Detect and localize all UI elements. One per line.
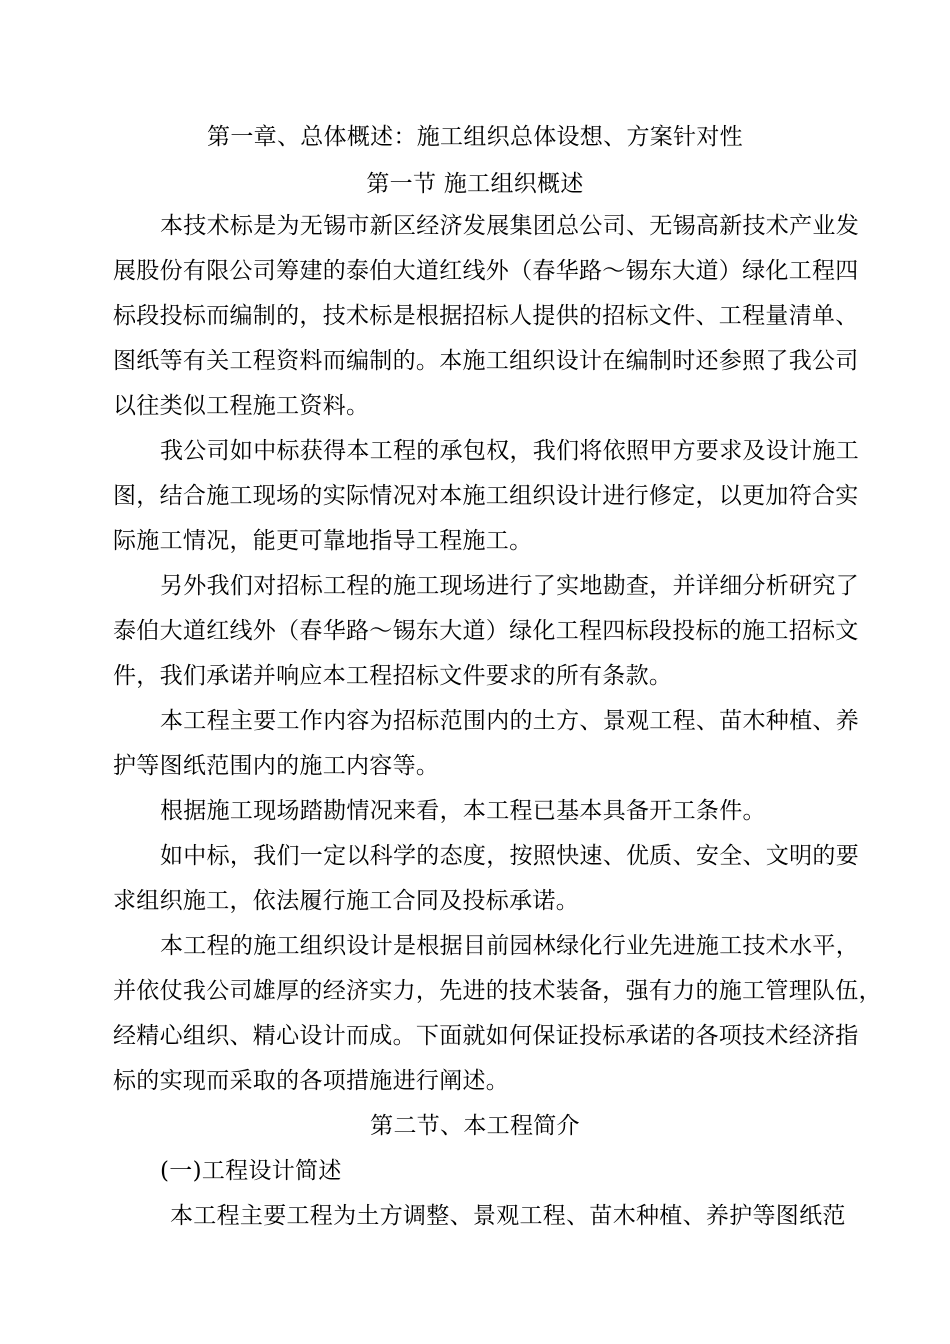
paragraph-line: 根据施工现场踏勘情况来看，本工程已基本具备开工条件。 bbox=[160, 798, 766, 824]
paragraph-line: 展股份有限公司筹建的泰伯大道红线外（春华路～锡东大道）绿化工程四 bbox=[113, 258, 859, 284]
paragraph-line: 本工程主要工程为土方调整、景观工程、苗木种植、养护等图纸范 bbox=[170, 1203, 846, 1229]
paragraph-line: 护等图纸范围内的施工内容等。 bbox=[113, 753, 440, 779]
paragraph-line: 标段投标而编制的，技术标是根据招标人提供的招标文件、工程量清单、 bbox=[113, 303, 859, 329]
paragraph-line: 际施工情况，能更可靠地指导工程施工。 bbox=[113, 528, 533, 554]
paragraph-line: 本技术标是为无锡市新区经济发展集团总公司、无锡高新技术产业发 bbox=[160, 213, 859, 239]
paragraph-line: 如中标，我们一定以科学的态度，按照快速、优质、安全、文明的要 bbox=[160, 843, 859, 869]
paragraph-line: 本工程的施工组织设计是根据目前园林绿化行业先进施工技术水平， bbox=[160, 933, 859, 959]
paragraph-line: 并依仗我公司雄厚的经济实力，先进的技术装备，强有力的施工管理队伍， bbox=[113, 978, 882, 1004]
paragraph-line: 以往类似工程施工资料。 bbox=[113, 393, 370, 419]
paragraph-line: 图，结合施工现场的实际情况对本施工组织设计进行修定，以更加符合实 bbox=[113, 483, 859, 509]
paragraph-line: 标的实现而采取的各项措施进行阐述。 bbox=[113, 1068, 510, 1094]
paragraph-line: 图纸等有关工程资料而编制的。本施工组织设计在编制时还参照了我公司 bbox=[113, 348, 859, 374]
paragraph-line: 经精心组织、精心设计而成。下面就如何保证投标承诺的各项技术经济指 bbox=[113, 1023, 859, 1049]
section-title: 第二节、本工程简介 bbox=[370, 1113, 580, 1139]
paragraph-line: 另外我们对招标工程的施工现场进行了实地勘查，并详细分析研究了 bbox=[160, 573, 859, 599]
chapter-title: 第一章、总体概述：施工组织总体设想、方案针对性 bbox=[207, 124, 743, 150]
paragraph-line: 件，我们承诺并响应本工程招标文件要求的所有条款。 bbox=[113, 663, 673, 689]
paragraph-line: 求组织施工，依法履行施工合同及投标承诺。 bbox=[113, 888, 579, 914]
paragraph-line: 我公司如中标获得本工程的承包权，我们将依照甲方要求及设计施工 bbox=[160, 438, 859, 464]
paragraph-line: 泰伯大道红线外（春华路～锡东大道）绿化工程四标段投标的施工招标文 bbox=[113, 618, 859, 644]
paragraph-line: 本工程主要工作内容为招标范围内的土方、景观工程、苗木种植、养 bbox=[160, 708, 859, 734]
section-title: 第一节 施工组织概述 bbox=[366, 171, 584, 197]
subsection-title: (一)工程设计简述 bbox=[160, 1158, 342, 1184]
